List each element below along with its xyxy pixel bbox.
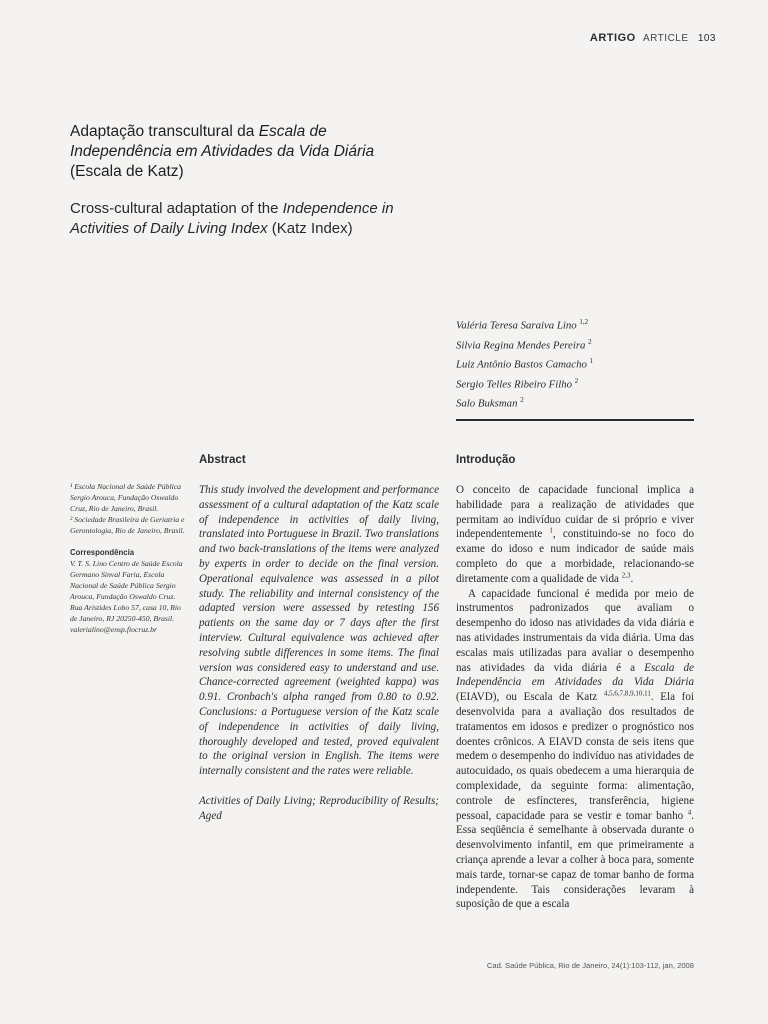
abstract-text: This study involved the development and performance assessment of a cultural adaptation of the Katz scale of independence in activities of daily living, translated into Portuguese in Brazil. Two translations and two back-translations of the items were analyzed by experts in order to decide on the final version. Operational equivalence was assessed in a pilot study. The reliability and internal consistency of the adapted version were assessed by retesting 156 patients on the same day or 7 days after the first interview. Cultural equivalence was achieved after resolving subtle differences in some items. The final version was considered easy to understand and use. Chance-corrected agreement (weighted kappa) was 0.91. Cronbach's alpha ranged from 0.80 to 0.92. Conclusions: a Portuguese version of the Katz scale of independence in activities of daily living, thoroughly developed and tested, proved equivalent to the original version in English. The items were internally consistent and the rates were reliable. (199, 484, 439, 778)
author-list (456, 314, 593, 412)
affiliation-1: ¹ Escola Nacional de Saúde Pública Sergio Arouca, Fundação Oswaldo Cruz, Rio de Janeiro, Brasil. (70, 482, 181, 513)
article-label-en: ARTICLE (642, 33, 689, 44)
section-divider (456, 419, 694, 421)
author: Valéria Teresa Saraiva Lino $^{1,2}$ (456, 318, 589, 332)
affiliations (70, 481, 188, 635)
article-label-pt: ARTIGO (589, 32, 636, 44)
title-portuguese: Adaptação transcultural da Escala de Independência em Atividades da Vida Diária (Escala de Katz) (70, 123, 375, 180)
correspondence-address: V. T. S. Lino Centro de Saúde Escola Germano Sinval Faria, Escola Nacional de Saúde Pública Sergio Arouca, Fundação Oswaldo Cruz. Rua Aristides Lobo 57, casa 10, Rio de Janeiro, RJ 20250-450, Brasil. valerialino@ensp.fiocruz.br (70, 559, 183, 634)
author: Luiz Antônio Bastos Camacho $^1$ (456, 357, 594, 371)
running-head (590, 32, 716, 44)
author: Sergio Telles Ribeiro Filho $^2$ (456, 376, 579, 391)
intro-heading: Introdução (456, 454, 516, 466)
abstract-body (199, 483, 439, 824)
journal-citation-footer: Cad. Saúde Pública, Rio de Janeiro, 24(1):103-112, jan, 2008 (486, 961, 694, 970)
author: Salo Buksman $^2$ (456, 396, 524, 410)
author: Silvia Regina Mendes Pereira $^2$ (456, 337, 592, 352)
intro-paragraph: O conceito de capacidade funcional implica a habilidade para a realização de atividades que permitam ao indivíduo cuidar de si próprio e viver independentemente $^1$, constituindo-se no foco do exame do idoso e num indicador de saúde mais completo do que a morbidade, relacionando-se diretamente com a qualidade de vida $^{2,3}$. (456, 484, 694, 585)
title-english: Cross-cultural adaptation of the Independence in Activities of Daily Living Index (Katz Index) (70, 200, 394, 237)
intro-paragraph: A capacidade funcional é medida por meio de instrumentos padronizados que avaliam o desempenho do idoso nas atividades da vida diária e nas atividades instrumentais da vida diária. Uma das escalas mais utilizadas para avaliar o desempenho nas atividades da vida diária é a Escala de Independência em Atividades da Vida Diária (EIAVD), ou Escala de Katz $^{4,5,6,7,8,9,10,11}$. Ela foi desenvolvida para a avaliação dos resultados de tratamentos em idosos e predizer o prognóstico nos doentes crônicos. A EIAVD consta de seis itens que medem o desempenho do indivíduo nas atividades de autocuidado, os quais obedecem a uma hierarquia de complexidade, da seguinte forma: alimentação, controle de esfíncteres, transferência, higiene pessoal, capacidade para se vestir e tomar banho $^4$. Essa seqüência é semelhante à observada durante o desenvolvimento infantil, em que primeiramente a criança aprende a levar a colher à boca para, somente mais tarde, tornar-se capaz de tomar banho de forma independente. Tais considerações levaram à suposição de que a escala (456, 587, 694, 911)
abstract-heading: Abstract (199, 454, 246, 466)
page-number: 103 (697, 33, 716, 44)
affiliation-2: ² Sociedade Brasileira de Geriatria e Gerontologia, Rio de Janeiro, Brasil. (70, 515, 185, 535)
correspondence-heading: Correspondência (70, 548, 135, 557)
keywords: Activities of Daily Living; Reproducibility of Results; Aged (199, 794, 439, 822)
intro-body (456, 483, 694, 912)
